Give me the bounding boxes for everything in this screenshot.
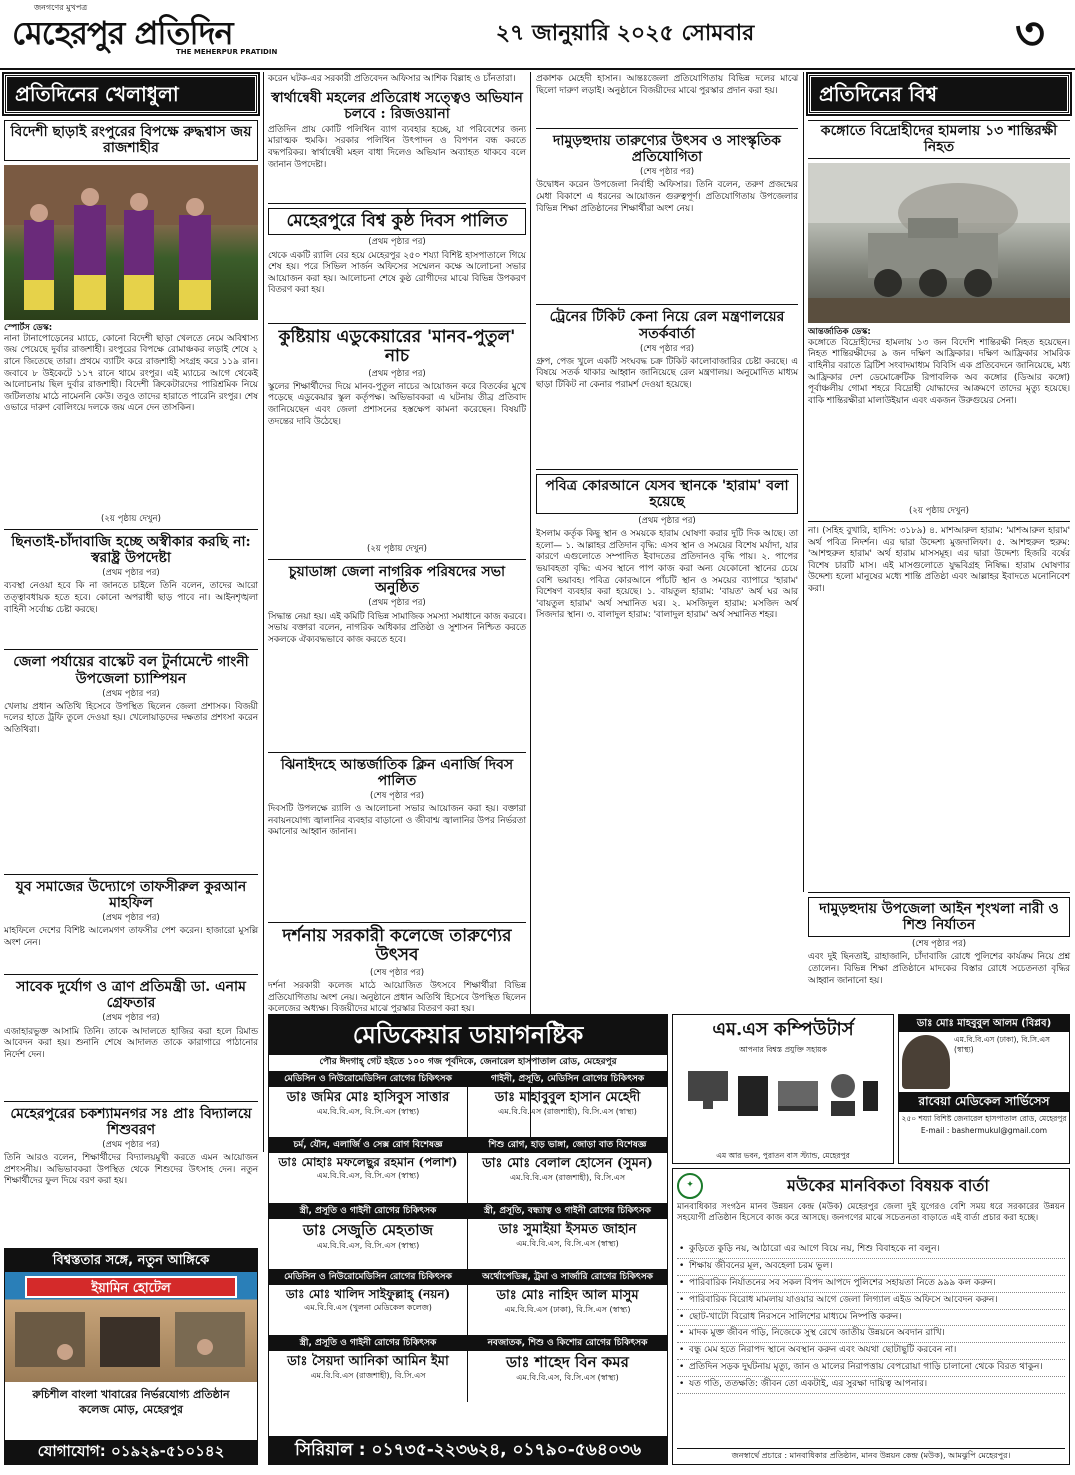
doctor-card-3 xyxy=(269,1138,468,1204)
a4-body: সিদ্ধান্ত নেয়া হয়। এই কমিটি বিভিন্ন সামাজিক সমস্যা সমাধানে কাজ করবে। সভায় বক্তারা বলেন, নাগরিক অধিকার প্রতিষ্ঠা ও সুশাসন নিশ্চিত করতে সকলকে ঐক্যবদ্ধভাবে কাজ করতে হবে। xyxy=(268,611,526,645)
doctor-card-2 xyxy=(468,1072,667,1138)
b4-sub: (প্রথম পৃষ্ঠার পর) xyxy=(102,1013,160,1024)
hotel-headline: বিশ্বস্ততার সঙ্গে, নতুন আঙ্গিকে xyxy=(5,1249,257,1272)
medicare-title: মেডিকেয়ার ডায়াগনষ্টিক xyxy=(269,1015,667,1055)
b3-headline: যুব সমাজের উদ্যোগে তাফসীরুল কুরআন মাহফিল xyxy=(15,878,247,911)
doctor-card-6 xyxy=(468,1204,667,1270)
a2-headline: মেহেরপুরে বিশ্ব কুষ্ঠ দিবস পালিত xyxy=(268,208,526,236)
dept-9: স্ত্রী, প্রসূতি ও গাইনী রোগের চিকিৎসক xyxy=(269,1336,467,1352)
b4-headline: সাবেক দুর্যোগ ও ত্রাণ প্রতিমন্ত্রী ডা. এনাম গ্রেফতার xyxy=(16,979,246,1012)
doctor-name-3: ডাঃ মোহাঃ মফলেছুর রহমান (পলাশ) xyxy=(278,1155,458,1170)
c4-body: ইসলাম কর্তৃক কিছু স্থান ও সময়কে হারাম ঘোষণা করার দুটি দিক আছে। তা হলো— ১. আল্লাহর প্রতিদান বৃদ্ধি: এসব স্থান ও সময়ের বিশেষ মর্যাদা, যার কারণে এগুলোতে সম্পাদিত ইবাদতের প্রতিদানও বৃদ্ধি পায়। ২. পাপের ভয়াবহতা বৃদ্ধি: এসব স্থানে পাপ কাজ করা অন্য যেকোনো স্থানের চেয়ে বেশি ভয়াবহ। পবিত্র কোরআনে পাঁচটি স্থান ও সময়ের ব্যাপারে 'হারাম' বিশেষণ ব্যবহার করা হয়েছে। ১. বায়তুল হারাম: 'বায়ত' অর্থ ঘর আর 'বায়তুল হারাম' অর্থ সম্মানিত ঘর। ২. মসজিদুল হারাম: মসজিদ অর্থ সিজদার স্থান। ৩. বালাদুল হারাম: 'বালাদুল হারাম' অর্থ সম্মানিত শহর। xyxy=(536,529,798,621)
b5-headline: মেহেরপুরের চকশ্যামনগর সঃ প্রাঃ বিদ্যালয়ে শিশুবরণ xyxy=(10,1105,252,1138)
dr-clinic-name: রাবেয়া মেডিকেল সার্ভিসেস xyxy=(899,1092,1069,1112)
a6-headline: দর্শনায় সরকারী কলেজে তারুণ্যের উৎসব xyxy=(282,925,512,966)
d2-body: না। (সহিহ বুখারি, হাদিস: ৩১৮৯) ৪. মাশআরুল হারাম: 'মাশআরুল হারাম' অর্থ পবিত্র নিদর্শন। এর দ্বারা উদ্দেশ্য মুজদালিফা। ৫. আশহুরুল হুরুম: 'আশহুরুল হারাম' অর্থ হারাম মাসসমূহ। এর দ্বারা উদ্দেশ্য হিজরি বর্ষের বিশেষ চারটি মাস। এই মাসগুলোতে যুদ্ধবিগ্রহ নিষিদ্ধ। হারাম ঘোষণার উদ্দেশ্য হলো মানুষের মধ্যে শান্তি প্রতিষ্ঠা এবং আল্লাহর ইবাদতে মনোনিবেশ করা। xyxy=(808,526,1070,595)
hotel-phone: যোগাযোগ: ০১৯২৯-৫১০১৪২ xyxy=(5,1440,257,1464)
doctor-name-8: ডাঃ মোঃ নাহিদ আল মাসুম xyxy=(496,1288,639,1304)
column-three xyxy=(536,74,798,954)
hotel-ad xyxy=(4,1248,258,1465)
b5-body: তিনি আরও বলেন, শিক্ষার্থীদের বিদ্যালয়মুখী করতে এমন আয়োজন প্রশংসনীয়। অভিভাবকরা উপস্থিত থেকে শিশুদের উৎসাহ দেন। নতুন শিক্ষার্থীদের ফুল দিয়ে বরণ করা হয়। xyxy=(4,1153,258,1187)
doctor-name-6: ডাঃ সুমাইয়া ইসমত জাহান xyxy=(498,1222,637,1238)
doctor-name-10: ডাঃ শাহেদ বিন কমর xyxy=(506,1353,629,1372)
b1-headline: ছিনতাই-চাঁদাবাজি হচ্ছে অস্বীকার করছি না: স্বরাষ্ট্র উপদেষ্টা xyxy=(11,534,251,567)
dr-clinic-address: ২৫০ শয্যা বিশিষ্ট জেনারেল হাসপাতাল রোড, মেহেরপুর xyxy=(901,1114,1067,1124)
a6-sub: (শেষ পৃষ্ঠার পর) xyxy=(369,968,425,978)
b3-body: মাহফিলে দেশের বিশিষ্ট আলেমগণ তাফসীর পেশ করেন। হাজারো মুসল্লি অংশ নেন। xyxy=(4,926,258,948)
mauk-intro: মানবাধিকার সংগঠন মানব উন্নয়ন কেন্দ্র (মউক) মেহেরপুর জেলা দুই যুগেরও বেশি সময় ধরে সরকারের উন্নয়ন সহযোগী প্রতিষ্ঠান হিসেবে কাজ করে আসছে। জনগণের মাঝে সচেতনতা বাড়াতে এই বার্তা প্রচার করা হচ্ছে। xyxy=(677,1202,1065,1224)
d1-byline: আন্তর্জাতিক ডেস্ক: xyxy=(808,326,871,337)
dept-3: চর্ম, যৌন, এলার্জি ও সেক্স রোগ বিশেষজ্ঞ xyxy=(269,1138,467,1154)
a2-body: থেকে একটি র‍্যালি বের হয়ে মেহেরপুর ২৫০ শয্যা বিশিষ্ট হাসপাতালে গিয়ে শেষ হয়। পরে সিভিল সার্জন অফিসের সম্মেলন কক্ষে আলোচনা সভার আয়োজন করা হয়। আলোচনা শেষে কুষ্ঠ রোগীদের মাঝে বিভিন্ন উপকরণ বিতরণ করা হয়। xyxy=(268,250,526,296)
doctor-card-4 xyxy=(468,1138,667,1204)
doctor-qual-3: এম.বি.বি.এস, বি.সি.এস (স্বাস্থ্য) xyxy=(316,1171,420,1181)
mauk-item: • প্রতিদিন সড়ক দুর্ঘটনায় মৃত্যু, জান ও মালের নিরাপত্তায় বেপরোয়া গাড়ি চালানো থেকে বিরত থাকুন। xyxy=(677,1360,1065,1377)
a1-headline: স্বার্থান্বেষী মহলের প্রতিরোধ সত্ত্বেও অভিযান চলবে : রিজওয়ানা xyxy=(271,89,523,122)
hotel-sign: ইয়ামিন হোটেল xyxy=(25,1276,237,1298)
masthead-bar xyxy=(0,0,1075,70)
dr-mahbubul-qual: এম.বি.বি.এস (ঢাকা), বি.সি.এস (স্বাস্থ্য) xyxy=(954,1035,1051,1055)
doctor-qual-10: এম.বি.বি.এস, বি.সি.এস (স্বাস্থ্য) xyxy=(516,1373,619,1383)
b1-body: ব্যবস্থা নেওয়া হবে কি না জানতে চাইলে তিনি বলেন, তাদের আরো তত্ত্বাবধায়ক হতে হবে। কোনো অপরাধী ছাড় পাবে না। আইনশৃঙ্খলা বাহিনী সর্বোচ্চ চেষ্টা করছে। xyxy=(4,581,258,615)
doctor-name-2: ডাঃ মাহাবুবুল হাসান মেহেদী xyxy=(494,1090,641,1106)
d3-sub: (শেষ পৃষ্ঠার পর) xyxy=(911,939,967,950)
dept-6: স্ত্রী, প্রসূতি, বন্ধ্যাত্ব ও গাইনী রোগের চিকিৎসক xyxy=(468,1204,667,1220)
c2-sub: (শেষ পৃষ্ঠার পর) xyxy=(639,167,695,178)
mauk-list xyxy=(677,1242,1065,1394)
a3-body: স্কুলের শিক্ষার্থীদের দিয়ে মানব-পুতুল নাচের আয়োজন করে বিতর্কের মুখে পড়েছে এডুকেয়ার স্কুল কর্তৃপক্ষ। অভিভাবকরা এ ঘটনায় তীব্র প্রতিবাদ জানিয়েছেন এবং জেলা প্রশাসনের হস্তক্ষেপ কামনা করেছেন। বিষয়টি তদন্তের দাবি উঠেছে। xyxy=(268,381,526,427)
hotel-photo xyxy=(5,1272,257,1382)
logo-icon: ✦ xyxy=(677,1173,703,1199)
c4-sub: (প্রথম পৃষ্ঠার পর) xyxy=(638,516,696,526)
medicare-serial: সিরিয়াল : ০১৭৩৫-২২৩৬২৪, ০১৭৯০-৫৬৪০৩৬ xyxy=(269,1436,667,1464)
ms-computers-address: এম আর ভবন, পুরাতন বাস স্ট্যান্ড, মেহেরপুর xyxy=(716,1151,850,1161)
dept-10: নবজাতক, শিশু ও কিশোর রোগের চিকিৎসক xyxy=(468,1336,667,1352)
a4-headline: চুয়াডাঙ্গা জেলা নাগরিক পরিষদের সভা অনুষ্ঠিত xyxy=(288,564,506,597)
column-world xyxy=(808,74,1070,954)
d3-story xyxy=(808,892,1070,1012)
doctor-card-9 xyxy=(269,1336,468,1402)
sports-byline: স্পোর্টস ডেস্ক: xyxy=(4,322,53,333)
sports-headline: বিদেশী ছাড়াই রংপুরের বিপক্ষে রুদ্ধশ্বাস জয় রাজশাহীর xyxy=(4,120,258,160)
a3-cont: (২য় পৃষ্ঠায় দেখুন) xyxy=(367,543,427,554)
hotel-line-2: কলেজ মোড়, মেহেরপুর xyxy=(79,1402,183,1416)
mauk-item: • বন্ধু মেম হতে নিরাপদ স্থানে অবস্থান করুন এবং অযথা ছোটাছুটি করবেন না। xyxy=(677,1343,1065,1360)
a2-sub: (প্রথম পৃষ্ঠার পর) xyxy=(368,237,426,248)
dept-1: মেডিসিন ও নিউরোমেডিসিন রোগের চিকিৎসক xyxy=(269,1072,467,1088)
masthead-title: মেহেরপুর প্রতিদিন xyxy=(12,14,233,52)
masthead-tagline: জনগণের মুখপত্র xyxy=(34,3,88,12)
mauk-item: • শিক্ষায় জীবনের মূল, অবহেলা চরম ভুল। xyxy=(677,1259,1065,1276)
doctor-name-9: ডাঃ সৈয়দা আনিকা আমিন ইমা xyxy=(287,1354,449,1370)
ms-computers-ad xyxy=(672,1014,894,1164)
dept-7: মেডিসিন ও নিউরোমেডিসিন রোগের চিকিৎসক xyxy=(269,1270,467,1286)
issue-date: ২৭ জানুয়ারি ২০২৫ সোমবার xyxy=(495,20,755,46)
a5-body: দিবসটি উপলক্ষে র‍্যালি ও আলোচনা সভার আয়োজন করা হয়। বক্তারা নবায়নযোগ্য জ্বালানির ব্যবহার বাড়ানো ও জীবাশ্ম জ্বালানির উপর নির্ভরতা কমানোর আহ্বান জানান। xyxy=(268,803,526,838)
a5-sub: (শেষ পৃষ্ঠার পর) xyxy=(369,790,425,801)
sports-banner: প্রতিদিনের খেলাধুলা xyxy=(4,74,258,114)
b3-sub: (প্রথম পৃষ্ঠার পর) xyxy=(102,913,160,924)
b2-body: খেলায় প্রধান অতিথি হিসেবে উপস্থিত ছিলেন জেলা প্রশাসক। বিজয়ী দলের হাতে ট্রফি তুলে দেওয়া হয়। খেলোয়াড়দের দক্ষতার প্রশংসা করেন অতিথিরা। xyxy=(4,701,258,736)
c2-headline: দামুড়হুদায় তারুণ্যের উৎসব ও সাংস্কৃতিক প্রতিযোগিতা xyxy=(553,133,781,166)
a3-headline: কুষ্টিয়ায় এডুকেয়ারের 'মানব-পুতুল' নাচ xyxy=(278,326,516,367)
doctor-card-5 xyxy=(269,1204,468,1270)
a5-headline: ঝিনাইদহে আন্তর্জাতিক ক্লিন এনার্জি দিবস পালিত xyxy=(280,756,514,789)
d1-body: কঙ্গোতে বিদ্রোহীদের হামলায় ১৩ জন বিদেশি শান্তিরক্ষী নিহত হয়েছেন। নিহত শান্তিরক্ষীদের ৯ জন দক্ষিণ আফ্রিকার। দক্ষিণ আফ্রিকার সামরিক বাহিনীর বরাতে ব্রিটিশ সংবাদমাধ্যম বিবিসি এক প্রতিবেদনে জানিয়েছে, মধ্য আফ্রিকার দেশ ডেমোক্রেটিক রিপাবলিক অব কঙ্গোর (ডিআর কঙ্গো) পূর্বাঞ্চলীয় গোমা শহরে বিদ্রোহী যোদ্ধাদের আক্রমণে তাদের মৃত্যু হয়েছে। বাকি শান্তিরক্ষীরা মালাউইয়ান এবং একজন উরুগুয়ের সেনা। xyxy=(808,337,1070,406)
doctor-name-5: ডাঃ সেজুতি মেহতাজ xyxy=(302,1221,434,1240)
doctor-name-4: ডাঃ মোঃ বেলাল হোসেন (সুমন) xyxy=(482,1156,653,1172)
hotel-line-1: রুচিশীল বাংলা খাবারের নির্ভরযোগ্য প্রতিষ্ঠান xyxy=(32,1388,230,1402)
sports-body: নানা টানাপোড়েনের ম্যাচে, কোনো বিদেশী ছাড়া খেলতে নেমে অবিশ্বাস্য জয় পেয়েছে দুর্বার রাজশাহী। রংপুরের বিপক্ষে রোমাঞ্চকর লড়াই শেষে ২ রানে জিতেছে তারা। প্রথমে ব্যাটিং করে রাজশাহী সংগ্রহ করে ১১৯ রান। জবাবে ৮ উইকেটে ১১৭ রানে থামে রংপুর। এই ম্যাচের আগে থেকেই আলোচনায় ছিল দুর্বার রাজশাহী। বিদেশী ক্রিকেটারদের পারিশ্রমিক নিয়ে জটিলতায় মাঠে নামেননি কেউ। তবুও তাদের হারাতে পারেনি রংপুর। শেষ ওভারে দারুণ বোলিংয়ে দলকে জয় এনে দেন তাসকিন। xyxy=(4,333,258,414)
mauk-item: • পারিবারিক বিরোধ মামলায় যাওয়ার আগে জেলা লিগ্যাল এইড অফিসে আবেদন করুন। xyxy=(677,1293,1065,1310)
doctor-qual-8: এম.বি.বি.এস (ঢাকা), বি.সি.এস (স্বাস্থ্য) xyxy=(504,1304,631,1314)
medicare-address: পৌর ঈদগাহ্ গেট হইতে ১০০ গজ পূর্বদিকে, জেনারেল হাসপাতাল রোড, মেহেরপুর xyxy=(269,1055,667,1072)
masthead-title-en: THE MEHERPUR PRATIDIN xyxy=(176,48,278,56)
world-banner: প্রতিদিনের বিশ্ব xyxy=(808,74,1070,114)
dept-2: গাইনী, প্রসূতি, মেডিসিন রোগের চিকিৎসক xyxy=(468,1072,667,1088)
medicare-ad xyxy=(268,1014,668,1465)
doctor-name-1: ডাঃ জমির মোঃ হাসিবুস সাত্তার xyxy=(286,1090,450,1106)
mauk-item: • মাদক মুক্ত জীবন গড়ি, নিজেকে সুস্থ রেখে জাতীয় উন্নয়নে অবদান রাখি। xyxy=(677,1326,1065,1343)
doctor-qual-6: এম.বি.বি.এস, বি.সি.এস (স্বাস্থ্য) xyxy=(516,1238,619,1248)
mauk-item: • যত গতি, ততক্ষতি: জীবন তো একটাই, এর সুরক্ষা দায়িত্ব আপনার। xyxy=(677,1377,1065,1394)
doctor-photo xyxy=(902,1035,950,1089)
d1-cont: (২য় পৃষ্ঠায় দেখুন) xyxy=(909,505,969,516)
ms-computers-title: এম.এস কম্পিউটার্স xyxy=(712,1019,854,1040)
c3-sub: (শেষ পৃষ্ঠার পর) xyxy=(639,343,695,354)
a4-sub: (প্রথম পৃষ্ঠার পর) xyxy=(368,598,426,609)
doctor-qual-1: এম.বি.বি.এস, বি.সি.এস (স্বাস্থ্য) xyxy=(316,1106,420,1116)
dr-mahbubul-name: ডাঃ মোঃ মাহবুবুল আলম (বিপ্লব) xyxy=(899,1015,1069,1032)
mauk-item: • কুড়িতে কুড়ি নয়, আঠারো এর আগে বিয়ে নয়, শিশু বিবাহকে না বলুন। xyxy=(677,1242,1065,1259)
col2-top-snip: করেন ঘটক-এর সরকারী প্রতিবেদন অফিসার আশিক বিল্লাহ ও চাঁনতারা। xyxy=(268,74,516,84)
mauk-title: মউকের মানবিকতা বিষয়ক বার্তা xyxy=(787,1176,989,1196)
c3-headline: ট্রেনের টিকিট কেনা নিয়ে রেল মন্ত্রণালয়ের সতর্কবার্তা xyxy=(549,309,785,342)
dr-mahbubul-ad xyxy=(898,1014,1070,1164)
b2-headline: জেলা পর্যায়ের বাস্কেট বল টুর্নামেন্টে গাংনী উপজেলা চ্যাম্পিয়ন xyxy=(13,654,249,687)
b5-sub: (প্রথম পৃষ্ঠার পর) xyxy=(102,1139,160,1150)
a6-body: দর্শনা সরকারী কলেজ মাঠে আয়োজিত উৎসবে শিক্ষার্থীরা বিভিন্ন প্রতিযোগিতায় অংশ নেয়। অনুষ্ঠানে প্রধান অতিথি হিসেবে উপস্থিত ছিলেন কলেজের অধ্যক্ষ। বিজয়ীদের মাঝে পুরস্কার বিতরণ করা হয়। xyxy=(268,981,526,1015)
doctor-qual-4: এম.বি.বি.এস (রাজশাহী), বি.সি.এস xyxy=(509,1172,626,1182)
doctor-name-7: ডাঃ মোঃ খালিদ সাইফুল্লাহ্ (নয়ন) xyxy=(285,1287,451,1302)
c4-headline: পবিত্র কোরআনে যেসব স্থানকে 'হারাম' বলা হয়েছে xyxy=(536,474,798,514)
page-number: ৩ xyxy=(1015,6,1045,60)
doctor-qual-9: এম.বি.বি.এস (রাজশাহী), বি.সি.এস xyxy=(310,1370,426,1380)
a3-sub: (প্রথম পৃষ্ঠার পর) xyxy=(368,368,426,379)
mauk-footer: জনস্বার্থে প্রচারে : মানবাধিকার প্রতিষ্ঠান, মানব উন্নয়ন কেন্দ্র (মউক), আমঝুপি মেহেরপুর। xyxy=(677,1448,1065,1462)
cricket-photo xyxy=(4,165,258,320)
ms-computers-tag: আপনার বিশ্বস্ত প্রযুক্তি সহায়ক xyxy=(739,1044,827,1054)
mauk-message-ad xyxy=(672,1168,1070,1465)
d1-headline: কঙ্গোতে বিদ্রোহীদের হামলায় ১৩ শান্তিরক্ষী নিহত xyxy=(808,120,1070,158)
c1-body: প্রকাশক মেহেদী হাসান। আন্তঃজেলা প্রতিযোগিতায় বিভিন্ন দলের মাঝে ছিলো দারুণ লড়াই। অনুষ্ঠানে বিজয়ীদের মাঝে পুরস্কার প্রদান করা হয়। xyxy=(536,74,798,96)
column-two xyxy=(268,74,526,1015)
mauk-item: • পারিবারিক নির্যাতনের সব সকল বিপদ আপদে পুলিশের সহায়তা নিতে ৯৯৯ কল করুন। xyxy=(677,1276,1065,1293)
d3-headline: দামুড়হুদায় উপজেলা আইন শৃংখলা নারী ও শিশু নির্যাতন xyxy=(808,897,1070,937)
column-sports xyxy=(4,74,258,1187)
a1-body: প্রতিদিন প্রায় কোটি পলিথিন ব্যাগ ব্যবহার হচ্ছে, যা পরিবেশের জন্য মারাত্মক হুমকি। সরকার পলিথিন উৎপাদন ও বিপণন বন্ধ করতে বদ্ধপরিকর। স্বার্থান্বেষী মহল বাধা দিলেও অভিযান অব্যাহত থাকবে বলে জানান উপদেষ্টা। xyxy=(268,124,526,170)
d3-body: এবং দুই ছিনতাই, রাহাজানি, চাঁদাবাজি রোধে পুলিশের কার্যক্রম নিয়ে প্রশ্ন তোলেন। বিভিন্ন শিক্ষা প্রতিষ্ঠানে মাদকের বিস্তার রোধে সচেতনতা বৃদ্ধির আহ্বান জানানো হয়। xyxy=(808,952,1070,986)
c2-body: উদ্বোধন করেন উপজেলা নির্বাহী অফিসার। তিনি বলেন, তরুণ প্রজন্মের মেধা বিকাশে এ ধরনের আয়োজন গুরুত্বপূর্ণ। প্রতিযোগিতায় উপজেলার বিভিন্ন শিক্ষা প্রতিষ্ঠানের শিক্ষার্থীরা অংশ নেয়। xyxy=(536,180,798,214)
mauk-item: • ছোট-খাটো বিরোধ নিরসনে সালিশের মাধ্যমে নিষ্পত্তি করুন। xyxy=(677,1310,1065,1327)
b4-body: এজাহারভুক্ত আসামি তিনি। তাকে আদালতে হাজির করা হলে রিমান্ড আবেদন করা হয়। শুনানি শেষে আদালত তাকে কারাগারে পাঠানোর নির্দেশ দেন। xyxy=(4,1026,258,1060)
doctor-card-10 xyxy=(468,1336,667,1402)
dr-clinic-email: E-mail : bashermukul@gmail.com xyxy=(920,1125,1048,1135)
armored-vehicle-photo xyxy=(808,163,1070,323)
dept-4: শিশু রোগ, হাড় ভাঙ্গা, জোড়া বাত বিশেষজ্ঞ xyxy=(468,1138,667,1154)
dept-8: অর্থোপেডিক্স, ট্রমা ও সার্জারি রোগের চিকিৎসক xyxy=(468,1270,667,1286)
doctor-qual-5: এম.বি.বি.এস, বি.সি.এস (স্বাস্থ্য) xyxy=(316,1241,420,1251)
dept-5: স্ত্রী, প্রসূতি ও গাইনী রোগের চিকিৎসক xyxy=(269,1204,467,1220)
doctor-card-7 xyxy=(269,1270,468,1336)
b1-sub: (প্রথম পৃষ্ঠার পর) xyxy=(102,568,160,579)
doctor-qual-2: এম.বি.বি.এস (রাজশাহী), বি.সি.এস (স্বাস্থ্য) xyxy=(498,1106,637,1116)
doctor-card-8 xyxy=(468,1270,667,1336)
c3-body: গ্রুপ, পেজ খুলে একটি সংঘবদ্ধ চক্র টিকিট কালোবাজারির চেষ্টা করছে। এ বিষয়ে সতর্ক থাকার আহ্বান জানিয়েছে রেল মন্ত্রণালয়। অনুমোদিত মাধ্যম ছাড়া টিকিট না কেনার পরামর্শ দেওয়া হয়েছে। xyxy=(536,356,798,391)
b2-sub: (প্রথম পৃষ্ঠার পর) xyxy=(102,688,160,699)
doctor-card-1 xyxy=(269,1072,468,1138)
doctor-qual-7: এম.বি.বি.এস (খুলনা মেডিকেল কলেজ) xyxy=(304,1303,432,1313)
computer-icon xyxy=(673,1061,893,1131)
sports-cont: (২য় পৃষ্ঠায় দেখুন) xyxy=(101,513,161,524)
